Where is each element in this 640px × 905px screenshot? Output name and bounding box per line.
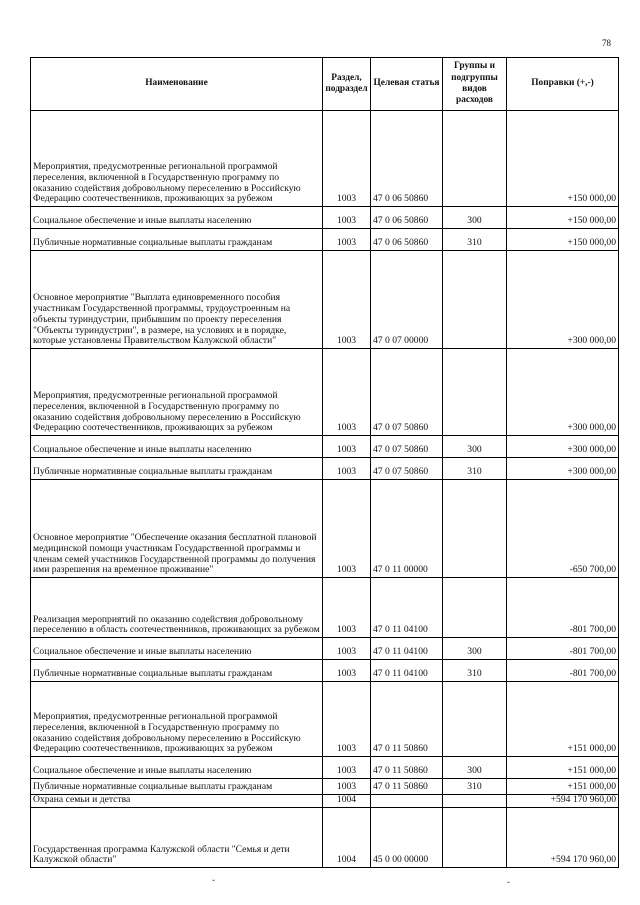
row-amount: -801 700,00 <box>507 638 619 660</box>
row-group <box>443 795 507 808</box>
row-section: 1003 <box>323 779 371 795</box>
row-target: 47 0 11 50860 <box>371 757 443 779</box>
row-target <box>371 795 443 808</box>
row-section: 1003 <box>323 349 371 436</box>
row-group <box>443 808 507 868</box>
page-number: 78 <box>602 38 611 48</box>
scan-mark: ˇ <box>507 880 510 890</box>
row-group <box>443 251 507 349</box>
row-amount: -801 700,00 <box>507 578 619 638</box>
row-section: 1003 <box>323 436 371 458</box>
row-section: 1003 <box>323 251 371 349</box>
row-name: Мероприятия, предусмотренные региональной программой переселения, включенной в Государственную программу по оказанию содействия добровольному переселению в Российскую Федерацию соотечественников, проживающих за рубежом <box>31 349 323 436</box>
table-row <box>31 251 619 349</box>
table-row <box>31 436 619 458</box>
row-name: Публичные нормативные социальные выплаты гражданам <box>31 779 323 795</box>
table-row <box>31 349 619 436</box>
row-section: 1003 <box>323 458 371 480</box>
header-section: Раздел, подраздел <box>323 58 371 111</box>
row-target: 47 0 06 50860 <box>371 229 443 251</box>
row-name: Охрана семьи и детства <box>31 795 323 808</box>
row-name: Публичные нормативные социальные выплаты гражданам <box>31 458 323 480</box>
row-group <box>443 111 507 207</box>
row-section: 1003 <box>323 480 371 578</box>
table-row <box>31 779 619 795</box>
row-name: Реализация мероприятий по оказанию содействия добровольному переселению в область соотечественников, проживающих за рубежом <box>31 578 323 638</box>
row-target: 47 0 07 50860 <box>371 458 443 480</box>
row-group: 310 <box>443 660 507 682</box>
row-target: 47 0 06 50860 <box>371 111 443 207</box>
row-name: Мероприятия, предусмотренные региональной программой переселения, включенной в Государственную программу по оказанию содействия добровольному переселению в Российскую Федерацию соотечественников, проживающих за рубежом <box>31 682 323 757</box>
row-name: Мероприятия, предусмотренные региональной программой переселения, включенной в Государственную программу по оказанию содействия добровольному переселению в Российскую Федерацию соотечественников, проживающих за рубежом <box>31 111 323 207</box>
row-amount: +150 000,00 <box>507 111 619 207</box>
row-name: Государственная программа Калужской области "Семья и дети Калужской области" <box>31 808 323 868</box>
table-row <box>31 111 619 207</box>
header-name: Наименование <box>31 58 323 111</box>
row-group: 310 <box>443 779 507 795</box>
row-section: 1003 <box>323 229 371 251</box>
row-section: 1004 <box>323 808 371 868</box>
row-name: Основное мероприятие "Выплата единовременного пособия участникам Государственной программы, трудоустроенным на объекты туриндустрии, прибывшим по проекту переселения "Объекты туриндустрии", в размере, на условиях и в порядке, которые установлены Правительством Калужской области" <box>31 251 323 349</box>
row-section: 1004 <box>323 795 371 808</box>
table-row <box>31 682 619 757</box>
row-amount: +151 000,00 <box>507 682 619 757</box>
row-amount: +594 170 960,00 <box>507 808 619 868</box>
row-target: 47 0 11 04100 <box>371 660 443 682</box>
row-target: 47 0 11 00000 <box>371 480 443 578</box>
row-section: 1003 <box>323 578 371 638</box>
row-amount: +150 000,00 <box>507 207 619 229</box>
row-amount: +151 000,00 <box>507 779 619 795</box>
table-row <box>31 638 619 660</box>
row-amount: +300 000,00 <box>507 251 619 349</box>
row-name: Основное мероприятие "Обеспечение оказания бесплатной плановой медицинской помощи участникам Государственной программы и членам семей участников Государственной программы до получения ими разрешения на временное проживание" <box>31 480 323 578</box>
row-target: 47 0 11 50860 <box>371 682 443 757</box>
row-group: 300 <box>443 638 507 660</box>
row-name: Публичные нормативные социальные выплаты гражданам <box>31 229 323 251</box>
table-row <box>31 229 619 251</box>
row-target: 47 0 07 50860 <box>371 436 443 458</box>
row-name: Социальное обеспечение и иные выплаты населению <box>31 436 323 458</box>
row-name: Социальное обеспечение и иные выплаты населению <box>31 757 323 779</box>
row-target: 47 0 06 50860 <box>371 207 443 229</box>
row-target: 47 0 11 04100 <box>371 638 443 660</box>
row-target: 47 0 07 50860 <box>371 349 443 436</box>
row-target: 45 0 00 00000 <box>371 808 443 868</box>
table-row <box>31 480 619 578</box>
row-group <box>443 578 507 638</box>
row-group: 300 <box>443 207 507 229</box>
row-amount: -650 700,00 <box>507 480 619 578</box>
row-amount: +151 000,00 <box>507 757 619 779</box>
table-header-row <box>31 58 619 111</box>
table-row <box>31 207 619 229</box>
row-group <box>443 349 507 436</box>
row-name: Публичные нормативные социальные выплаты гражданам <box>31 660 323 682</box>
row-target: 47 0 11 04100 <box>371 578 443 638</box>
row-section: 1003 <box>323 682 371 757</box>
row-name: Социальное обеспечение и иные выплаты населению <box>31 207 323 229</box>
row-amount: +594 170 960,00 <box>507 795 619 808</box>
table-row <box>31 757 619 779</box>
row-amount: -801 700,00 <box>507 660 619 682</box>
header-target: Целевая статья <box>371 58 443 111</box>
row-section: 1003 <box>323 207 371 229</box>
header-groups: Группы и подгруппы видов расходов <box>443 58 507 111</box>
table-row <box>31 808 619 868</box>
row-amount: +300 000,00 <box>507 436 619 458</box>
row-amount: +300 000,00 <box>507 458 619 480</box>
row-group <box>443 682 507 757</box>
row-group: 310 <box>443 229 507 251</box>
row-target: 47 0 07 00000 <box>371 251 443 349</box>
scan-mark: ˇ <box>212 878 215 888</box>
row-group: 310 <box>443 458 507 480</box>
table-row <box>31 660 619 682</box>
row-amount: +300 000,00 <box>507 349 619 436</box>
row-section: 1003 <box>323 638 371 660</box>
row-section: 1003 <box>323 111 371 207</box>
table-row <box>31 578 619 638</box>
budget-amendments-table <box>30 57 619 868</box>
row-group: 300 <box>443 757 507 779</box>
row-group <box>443 480 507 578</box>
header-amendments: Поправки (+,-) <box>507 58 619 111</box>
row-name: Социальное обеспечение и иные выплаты населению <box>31 638 323 660</box>
row-amount: +150 000,00 <box>507 229 619 251</box>
table-row <box>31 795 619 808</box>
table-row <box>31 458 619 480</box>
row-section: 1003 <box>323 757 371 779</box>
row-target: 47 0 11 50860 <box>371 779 443 795</box>
row-group: 300 <box>443 436 507 458</box>
row-section: 1003 <box>323 660 371 682</box>
